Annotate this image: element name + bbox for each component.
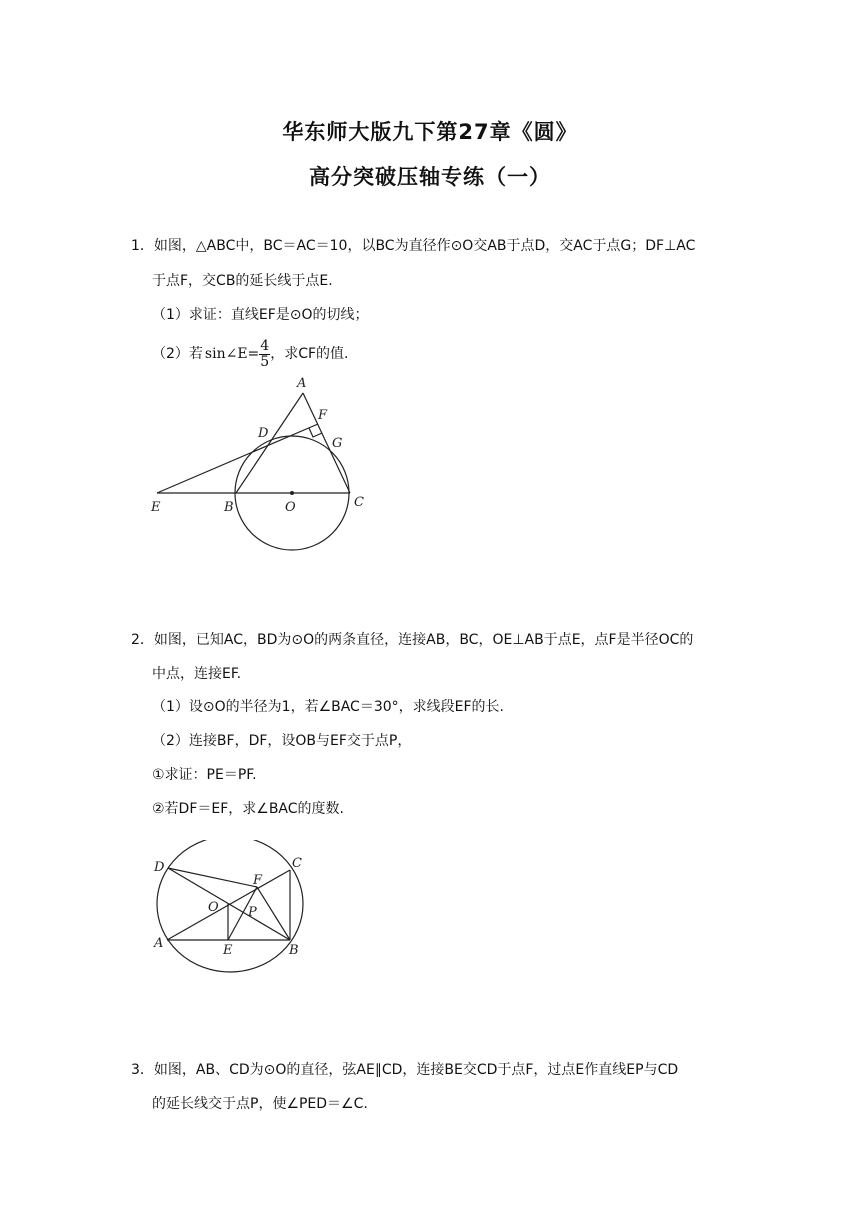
q2-label-a: A — [154, 936, 164, 951]
q1-label-e: E — [151, 500, 161, 515]
q1-label-d: D — [258, 426, 269, 441]
q1-part2 — [152, 338, 348, 370]
q1-fraction — [259, 339, 270, 370]
q2-figure — [145, 840, 315, 985]
q1-part2-prefix: （2）若 — [152, 346, 203, 362]
q2-label-d: D — [154, 860, 165, 875]
q1-part1: （1）求证：直线EF是⊙O的切线； — [152, 307, 369, 323]
q1-label-b: B — [224, 500, 234, 515]
q1-figure — [140, 370, 380, 565]
q2-part1: （1）设⊙O的半径为1，若∠BAC＝30°，求线段EF的长. — [152, 699, 504, 715]
q2-label-c: C — [292, 856, 302, 871]
q1-label-f: F — [318, 408, 328, 423]
q1-fraction-numerator: 4 — [260, 337, 270, 354]
q2-label-b: B — [289, 943, 299, 958]
q2-sub2: ②若DF＝EF，求∠BAC的度数. — [152, 801, 344, 817]
q2-label-f: F — [253, 873, 263, 888]
q2-statement-line2: 中点，连接EF. — [152, 666, 242, 682]
q1-fraction-denominator: 5 — [260, 353, 270, 370]
q1-label-a: A — [297, 376, 307, 391]
document-title: 华东师大版九下第27章《圆》 — [282, 120, 578, 144]
q1-sin-expression: sin∠E= — [204, 346, 260, 362]
q1-center-dot — [290, 491, 294, 495]
q3-statement-line1: 3．如图，AB、CD为⊙O的直径，弦AE∥CD，连接BE交CD于点F，过点E作直线EP与CD — [131, 1062, 679, 1078]
q1-statement-line1: 1．如图，△ABC中，BC＝AC＝10，以BC为直径作⊙O交AB于点D，交AC于点G；DF⊥AC — [131, 238, 696, 254]
q2-sub1: ①求证：PE＝PF. — [152, 767, 257, 783]
document-subtitle: 高分突破压轴专练（一） — [309, 165, 551, 189]
q2-line-bf — [257, 887, 290, 940]
q1-label-g: G — [332, 436, 343, 451]
q1-statement-line2: 于点F，交CB的延长线于点E. — [152, 273, 333, 289]
q2-label-e: E — [223, 943, 233, 958]
q1-line-ba — [236, 393, 303, 493]
q1-label-o: O — [285, 500, 296, 515]
q1-line-ef — [157, 424, 318, 493]
q2-line-df — [168, 868, 257, 887]
q1-label-c: C — [354, 495, 364, 510]
q2-label-o: O — [208, 900, 219, 915]
q1-part2-suffix: ，求CF的值. — [270, 346, 349, 362]
q2-label-p: P — [248, 905, 257, 920]
q2-statement-line1: 2．如图，已知AC，BD为⊙O的两条直径，连接AB，BC，OE⊥AB于点E，点F是半径OC的 — [131, 632, 694, 648]
q3-statement-line2: 的延长线交于点P，使∠PED＝∠C. — [152, 1096, 368, 1112]
q2-part2: （2）连接BF，DF，设OB与EF交于点P， — [152, 733, 412, 749]
